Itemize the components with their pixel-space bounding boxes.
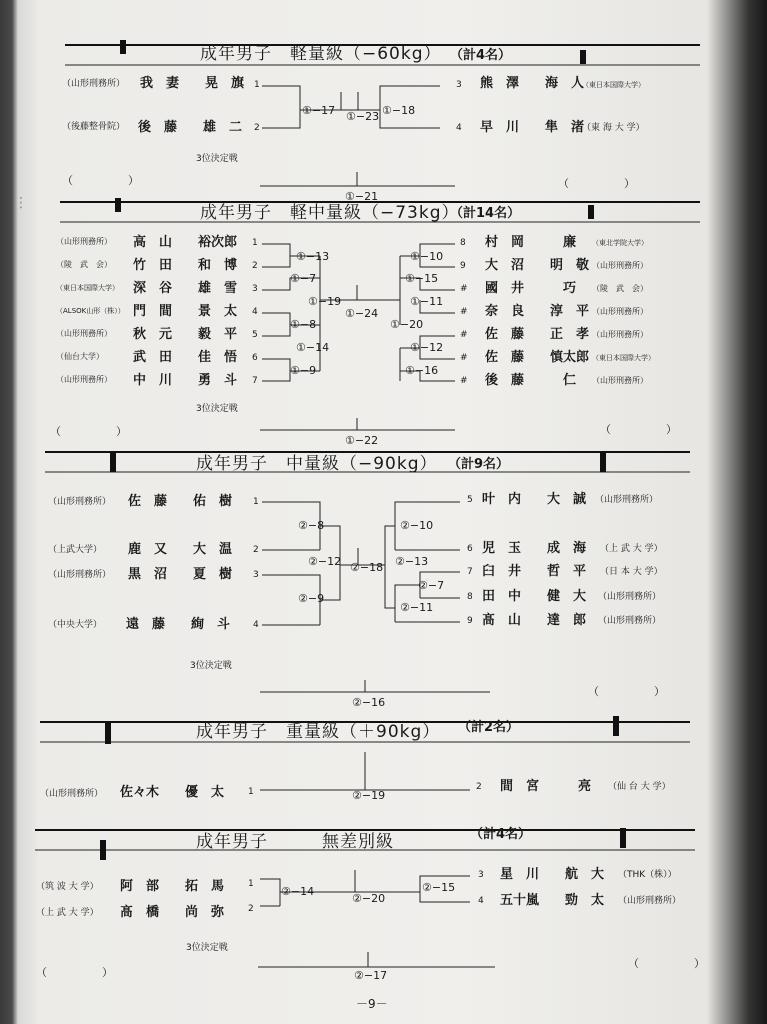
- third-place-label: 3位決定戦: [186, 943, 228, 953]
- affiliation: （上 武 大 学）: [36, 908, 99, 918]
- seed-number: 1: [254, 80, 260, 90]
- third-place-left-slot: （ ）: [62, 174, 139, 187]
- competitor-name: 阿 部 拓 馬: [120, 879, 225, 894]
- section-count: （計2名）: [458, 720, 520, 735]
- affiliation: （東日本国際大学）: [582, 81, 645, 89]
- competitor-name: 髙 山 達 郎: [482, 613, 587, 628]
- affiliation: （THK（株））: [618, 870, 677, 880]
- seed-number: 4: [253, 620, 259, 630]
- match-number: ②−8: [298, 519, 325, 532]
- seed-number: 4: [456, 123, 462, 133]
- competitor-name: 児 玉 成 海: [482, 541, 587, 556]
- match-number: ②−13: [395, 555, 429, 568]
- match-number: ①−20: [390, 318, 424, 331]
- match-number: ①−21: [345, 190, 379, 203]
- affiliation: （山形刑務所）: [40, 789, 104, 799]
- third-place-left-slot: （ ）: [36, 966, 113, 979]
- seed-number: 7: [252, 376, 258, 386]
- affiliation: （山形刑務所）: [56, 329, 112, 338]
- affiliation: （山形刑務所）: [595, 495, 659, 505]
- match-number: ①−24: [345, 307, 379, 320]
- match-number: ②−17: [354, 969, 388, 982]
- match-number: ①−17: [302, 104, 336, 117]
- competitor-name: 間 宮 亮: [500, 779, 592, 794]
- competitor-name: 髙 橋 尚 弥: [120, 905, 225, 920]
- match-number: ①−9: [290, 364, 317, 377]
- competitor-name: 熊 澤 海 人: [480, 76, 585, 91]
- match-number: ①−14: [296, 341, 330, 354]
- seed-number: 1: [248, 787, 254, 797]
- competitor-name: 奈 良 淳 平: [485, 304, 590, 319]
- seed-number: 8: [460, 238, 466, 248]
- competitor-name: 武 田 佳 悟: [133, 350, 238, 365]
- binding-marks: ⋮: [14, 195, 28, 211]
- competitor-name: 田 中 健 大: [482, 589, 587, 604]
- seed-number: 2: [248, 904, 254, 914]
- competitor-name: 門 間 景 太: [133, 304, 238, 319]
- competitor-name: 佐 藤 正 孝: [485, 327, 590, 342]
- competitor-name: 秋 元 毅 平: [133, 327, 238, 342]
- seed-number: 4: [252, 307, 258, 317]
- affiliation: （山形刑務所）: [592, 330, 648, 339]
- match-number: ①−18: [382, 104, 416, 117]
- match-number: ①−10: [410, 250, 444, 263]
- competitor-name: 遠 藤 絢 斗: [126, 617, 231, 632]
- section-title: 成年男子 軽量級（−60kg）: [200, 44, 442, 64]
- seed-number: 3: [478, 870, 484, 880]
- affiliation: （東日本国際大学）: [56, 284, 119, 292]
- match-number: ①−23: [346, 110, 380, 123]
- third-place-left-slot: （ ）: [50, 425, 127, 438]
- seed-number: 6: [252, 353, 258, 363]
- seed-number: 3: [456, 80, 462, 90]
- seed-number: 9: [460, 261, 466, 271]
- competitor-name: 黒 沼 夏 樹: [128, 567, 233, 582]
- third-place-label: 3位決定戦: [190, 661, 232, 671]
- seed-number: 9: [467, 616, 473, 626]
- match-number: ②−12: [308, 555, 342, 568]
- section-count: （計4名）: [470, 827, 532, 842]
- affiliation: （仙 台 大 学）: [608, 782, 671, 792]
- match-number: ①−11: [410, 295, 444, 308]
- affiliation: （山形刑務所）: [592, 307, 648, 316]
- seed-number: 1: [253, 497, 259, 507]
- match-number: ②−14: [281, 885, 315, 898]
- seed-number: 6: [467, 544, 473, 554]
- seed-number: 4: [478, 896, 484, 906]
- match-number: ①−12: [410, 341, 444, 354]
- third-place-label: 3位決定戦: [196, 154, 238, 164]
- match-number: ②−9: [298, 592, 325, 605]
- section-count: （計4名）: [450, 48, 512, 63]
- match-number: ①−13: [296, 250, 330, 263]
- page-number: －9－: [356, 997, 388, 1011]
- seed-number: 7: [467, 567, 473, 577]
- section-title: 成年男子 軽中量級（−73kg）: [200, 203, 460, 223]
- competitor-name: 早 川 隼 渚: [480, 120, 585, 135]
- section-count: （計14名）: [450, 206, 521, 221]
- affiliation: （山形刑務所）: [48, 497, 112, 507]
- section-title: 成年男子 無差別級: [196, 832, 394, 852]
- affiliation: （東 海 大 学）: [582, 123, 645, 133]
- third-place-right-slot: （ ）: [558, 177, 635, 190]
- affiliation: （東北学院大学）: [592, 239, 648, 247]
- competitor-name: 佐々木 優 太: [120, 785, 225, 800]
- third-place-label: 3位決定戦: [196, 404, 238, 414]
- match-number: ②−11: [400, 601, 434, 614]
- affiliation: （中央大学）: [48, 620, 103, 630]
- match-number: ①−19: [308, 295, 342, 308]
- competitor-name: 叶 内 大 誠: [482, 492, 587, 507]
- seed-number: #: [460, 376, 468, 386]
- affiliation: （山形刑務所）: [56, 237, 112, 246]
- match-number: ①−16: [405, 364, 439, 377]
- section-title: 成年男子 重量級（＋90kg）: [196, 722, 441, 742]
- affiliation: （陵 武 会）: [592, 284, 648, 293]
- third-place-right-slot: （ ）: [600, 423, 677, 436]
- match-number: ①−22: [345, 434, 379, 447]
- affiliation: （山形刑務所）: [592, 261, 648, 270]
- match-number: ①−8: [290, 318, 317, 331]
- competitor-name: 後 藤 仁: [485, 373, 577, 388]
- seed-number: 1: [248, 879, 254, 889]
- competitor-name: 高 山 裕次郎: [133, 235, 238, 250]
- seed-number: #: [460, 307, 468, 317]
- affiliation: （上 武 大 学）: [600, 544, 663, 554]
- affiliation: （筑 波 大 学）: [36, 882, 99, 892]
- affiliation: （日 本 大 学）: [600, 567, 663, 577]
- match-number: ①−7: [290, 272, 317, 285]
- background-edge: [707, 0, 767, 1024]
- competitor-name: 五十嵐 勁 太: [500, 893, 605, 908]
- affiliation: （山形刑務所）: [48, 570, 112, 580]
- match-number: ①−15: [405, 272, 439, 285]
- seed-number: 3: [253, 570, 259, 580]
- seed-number: 8: [467, 592, 473, 602]
- competitor-name: 深 谷 雄 雪: [133, 281, 238, 296]
- affiliation: （山形刑務所）: [598, 592, 662, 602]
- seed-number: #: [460, 284, 468, 294]
- affiliation: （東日本国際大学）: [592, 354, 655, 362]
- match-number: ②−15: [422, 881, 456, 894]
- competitor-name: 竹 田 和 博: [133, 258, 238, 273]
- seed-number: #: [460, 330, 468, 340]
- affiliation: （上武大学）: [48, 545, 103, 555]
- competitor-name: 星 川 航 大: [500, 867, 605, 882]
- match-number: ②−16: [352, 696, 386, 709]
- competitor-name: 大 沼 明 敬: [485, 258, 590, 273]
- seed-number: #: [460, 353, 468, 363]
- competitor-name: 中 川 勇 斗: [133, 373, 238, 388]
- affiliation: （山形刑務所）: [598, 616, 662, 626]
- competitor-name: 我 妻 晃 旗: [140, 76, 245, 91]
- competitor-name: 鹿 又 大 温: [128, 542, 233, 557]
- section-title: 成年男子 中量級（−90kg）: [196, 454, 438, 474]
- competitor-name: 後 藤 雄 二: [138, 120, 243, 135]
- seed-number: 5: [467, 495, 473, 505]
- seed-number: 5: [252, 330, 258, 340]
- affiliation: （山形刑務所）: [618, 896, 682, 906]
- affiliation: （山形刑務所）: [592, 376, 648, 385]
- competitor-name: 佐 藤 慎太郎: [485, 350, 590, 365]
- seed-number: 1: [252, 238, 258, 248]
- affiliation: （後藤整骨院）: [62, 122, 126, 132]
- affiliation: （山形刑務所）: [56, 375, 112, 384]
- seed-number: 2: [476, 782, 482, 792]
- seed-number: 2: [254, 123, 260, 133]
- match-number: ②−20: [352, 892, 386, 905]
- competitor-name: 佐 藤 佑 樹: [128, 494, 233, 509]
- competitor-name: 國 井 巧: [485, 281, 577, 296]
- seed-number: 2: [252, 261, 258, 271]
- affiliation: （仙台大学）: [56, 352, 104, 361]
- seed-number: 3: [252, 284, 258, 294]
- competitor-name: 村 岡 廉: [485, 235, 577, 250]
- competitor-name: 臼 井 哲 平: [482, 564, 587, 579]
- match-number: ②−10: [400, 519, 434, 532]
- match-number: ②−7: [418, 579, 445, 592]
- match-number: ②−19: [352, 789, 386, 802]
- seed-number: 2: [253, 545, 259, 555]
- third-place-right-slot: （ ）: [588, 685, 665, 698]
- affiliation: （ALSOK山形（株））: [56, 307, 125, 315]
- match-number: ②−18: [350, 561, 384, 574]
- third-place-right-slot: （ ）: [628, 957, 705, 970]
- section-count: （計9名）: [448, 457, 510, 472]
- affiliation: （陵 武 会）: [56, 260, 112, 269]
- affiliation: （山形刑務所）: [62, 79, 126, 89]
